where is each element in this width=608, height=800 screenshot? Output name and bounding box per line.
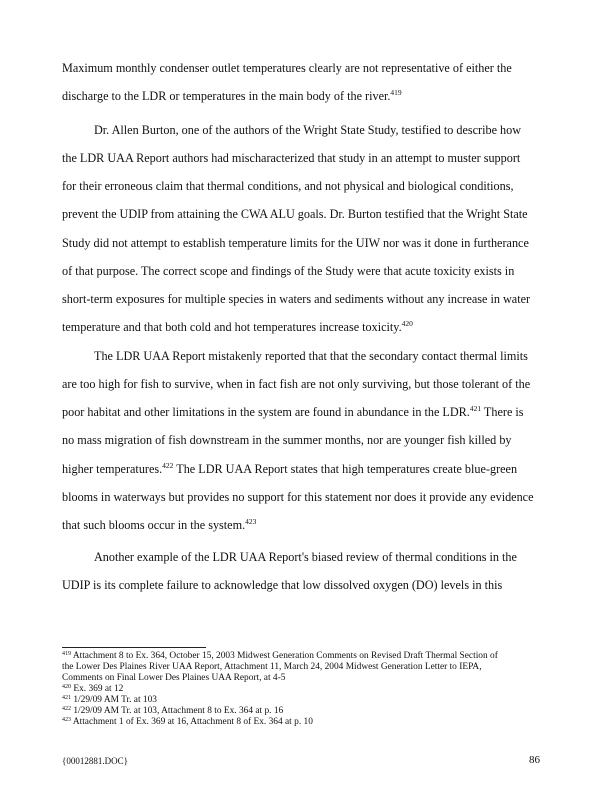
body-line: temperature and that both cold and hot temperatures increase toxicity.$^{420}$ (62, 319, 413, 334)
page-number: 86 (529, 754, 540, 766)
footnote: $^{421}$ 1/29/09 AM Tr. at 103 (62, 695, 157, 705)
body-line: for their erroneous claim that thermal conditions, and not physical and biological conditions, (62, 179, 514, 193)
body-line: short-term exposures for multiple species in waters and sediments without any increase in water (62, 292, 531, 306)
footnote-ref: 421 (469, 404, 482, 413)
body-line: Maximum monthly condenser outlet temperatures clearly are not representative of either the (62, 61, 512, 75)
body-line: the LDR UAA Report authors had mischaracterized that study in an attempt to muster support (62, 151, 521, 165)
footnote: Comments on Final Lower Des Plaines UAA Report, at 4-5 (62, 673, 286, 683)
footnote: $^{422}$ 1/29/09 AM Tr. at 103, Attachment 8 to Ex. 364 at p. 16 (62, 706, 284, 716)
document-id: {00012881.DOC} (62, 756, 128, 766)
footnote-separator (62, 647, 206, 648)
paragraph-start: The LDR UAA Report mistakenly reported that that the secondary contact thermal limits (94, 349, 528, 363)
body-line: higher temperatures.$^{422}$ The LDR UAA Report states that high temperatures create blue-green (62, 461, 518, 476)
body-line: discharge to the LDR or temperatures in the main body of the river.$^{419}$ (62, 88, 402, 103)
footnote-ref: 419 (390, 88, 402, 97)
footnote: $^{420}$ Ex. 369 at 12 (62, 684, 124, 694)
body-line: Study did not attempt to establish temperature limits for the UIW nor was it done in furtherance (62, 236, 529, 250)
body-line: prevent the UDIP from attaining the CWA ALU goals. Dr. Burton testified that the Wright State (62, 207, 528, 221)
paragraph-start: Dr. Allen Burton, one of the authors of the Wright State Study, testified to describe how (94, 123, 522, 137)
footnote-ref: 423 (245, 517, 257, 526)
body-line: of that purpose. The correct scope and findings of the Study were that acute toxicity exists in (62, 264, 515, 278)
paragraph-start: Another example of the LDR UAA Report's biased review of thermal conditions in the (94, 550, 517, 564)
body-line: that such blooms occur in the system.$^{423}$ (62, 517, 257, 532)
body-line: blooms in waterways but provides no support for this statement nor does it provide any evidence (62, 490, 534, 504)
body-line: no mass migration of fish downstream in the summer months, nor are younger fish killed by (62, 433, 512, 447)
footnote-ref: 420 (401, 319, 413, 328)
footnote: $^{419}$ Attachment 8 to Ex. 364, October 15, 2003 Midwest Generation Comments on Revised Draft Thermal Section of (62, 651, 498, 661)
footnote: $^{423}$ Attachment 1 of Ex. 369 at 16, Attachment 8 of Ex. 364 at p. 10 (62, 717, 313, 727)
body-line: are too high for fish to survive, when in fact fish are not only surviving, but those tolerant of the (62, 377, 531, 391)
footnote: the Lower Des Plaines River UAA Report, Attachment 11, March 24, 2004 Midwest Generation Letter to IEPA, (62, 662, 482, 672)
body-line: poor habitat and other limitations in the system are found in abundance in the LDR.$^{421}$ There is (62, 404, 524, 419)
footnote-ref: 422 (162, 461, 174, 470)
body-line: UDIP is its complete failure to acknowledge that low dissolved oxygen (DO) levels in this (62, 578, 503, 592)
